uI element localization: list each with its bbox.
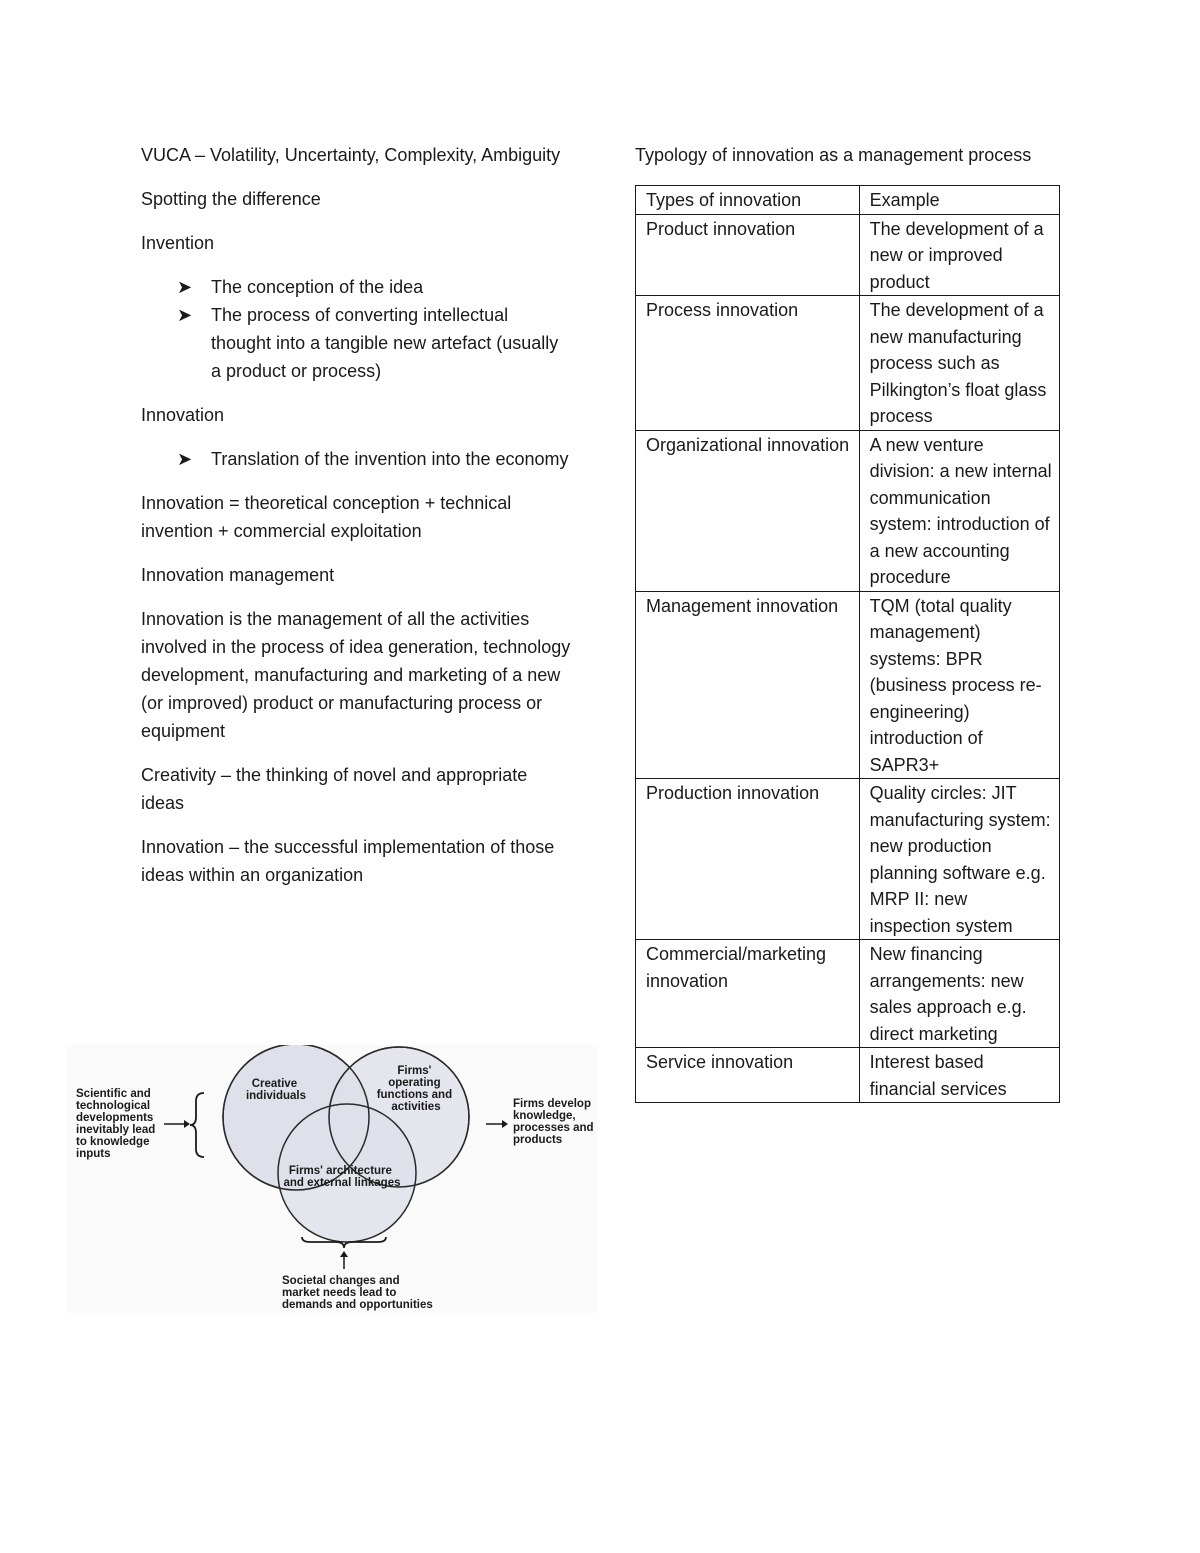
spotting-heading: Spotting the difference xyxy=(141,189,321,209)
table-header-cell: Types of innovation xyxy=(636,186,860,215)
innovation-management-heading: Innovation management xyxy=(141,565,335,585)
table-row xyxy=(636,1048,1060,1103)
table-row xyxy=(636,430,1060,591)
innovation-heading: Innovation xyxy=(141,405,225,425)
innovation-venn-diagram xyxy=(66,1045,598,1313)
table-cell-example: The development of a new or improved product xyxy=(859,214,1059,296)
table-row xyxy=(636,591,1060,779)
table-cell-type: Production innovation xyxy=(636,779,860,940)
table-cell-example: The development of a new manufacturing process such as Pilkington’s float glass process xyxy=(859,296,1059,431)
creativity-definition: Creativity – the thinking of novel and appropriate ideas xyxy=(141,765,528,813)
invention-list xyxy=(141,273,571,385)
table-cell-type: Organizational innovation xyxy=(636,430,860,591)
table-cell-type: Service innovation xyxy=(636,1048,860,1103)
table-cell-example: Quality circles: JIT manufacturing system: new production planning software e.g. MRP II: new inspection system xyxy=(859,779,1059,940)
table-cell-example: A new venture division: a new internal communication system: introduction of a new accounting procedure xyxy=(859,430,1059,591)
table-header-row xyxy=(636,186,1060,215)
vuca-definition: VUCA – Volatility, Uncertainty, Complexity, Ambiguity xyxy=(141,145,561,165)
innovation-equation: Innovation = theoretical conception + technical invention + commercial exploitation xyxy=(141,493,512,541)
list-item: ➤ Translation of the invention into the economy xyxy=(177,445,571,473)
arrow-bullet-icon: ➤ xyxy=(177,449,193,469)
input-arrow-icon xyxy=(164,1120,190,1128)
table-row xyxy=(636,940,1060,1048)
societal-label: Societal changes and market needs lead to demands and opportunities xyxy=(282,1275,433,1311)
firms-operating-label: Firms' operating functions and activities xyxy=(376,1065,453,1113)
up-arrow-icon xyxy=(340,1251,348,1269)
venn-svg xyxy=(66,1045,598,1313)
arrow-bullet-icon: ➤ xyxy=(177,305,193,325)
innovation-management-text: Innovation is the management of all the activities involved in the process of idea generation, technology development, manufacturing and marketing of a new (or improved) product or manufacturing process or equipment xyxy=(141,609,571,741)
innovation-list xyxy=(141,445,571,473)
table-header-cell: Example xyxy=(859,186,1059,215)
list-item: ➤ The conception of the idea xyxy=(177,273,571,301)
firms-architecture-label: Firms' architecture and external linkages xyxy=(283,1165,401,1189)
typology-heading: Typology of innovation as a management process xyxy=(635,145,1032,165)
left-column xyxy=(141,141,571,905)
invention-heading: Invention xyxy=(141,233,215,253)
innovation-definition: Innovation – the successful implementation of those ideas within an organization xyxy=(141,837,555,885)
arrow-bullet-icon: ➤ xyxy=(177,277,193,297)
table-cell-example: New financing arrangements: new sales approach e.g. direct marketing xyxy=(859,940,1059,1048)
left-brace-icon xyxy=(190,1093,204,1157)
creative-individuals-label: Creative individuals xyxy=(245,1078,307,1102)
innovation-typology-table xyxy=(635,185,1060,1103)
output-arrow-icon xyxy=(486,1120,508,1128)
table-cell-example: TQM (total quality management) systems: BPR (business process re-engineering) introduction of SAPR3+ xyxy=(859,591,1059,779)
right-column xyxy=(635,141,1060,1103)
table-cell-type: Commercial/marketing innovation xyxy=(636,940,860,1048)
table-row xyxy=(636,214,1060,296)
table-cell-type: Product innovation xyxy=(636,214,860,296)
inputs-label: Scientific and technological developments inevitably lead to knowledge inputs xyxy=(76,1088,156,1160)
table-cell-example: Interest based financial services xyxy=(859,1048,1059,1103)
outputs-label: Firms develop knowledge, processes and products xyxy=(513,1098,594,1146)
table-row xyxy=(636,779,1060,940)
table-cell-type: Process innovation xyxy=(636,296,860,431)
table-cell-type: Management innovation xyxy=(636,591,860,779)
list-item: ➤ The process of converting intellectual thought into a tangible new artefact (usually a product or process) xyxy=(177,301,571,385)
table-row xyxy=(636,296,1060,431)
